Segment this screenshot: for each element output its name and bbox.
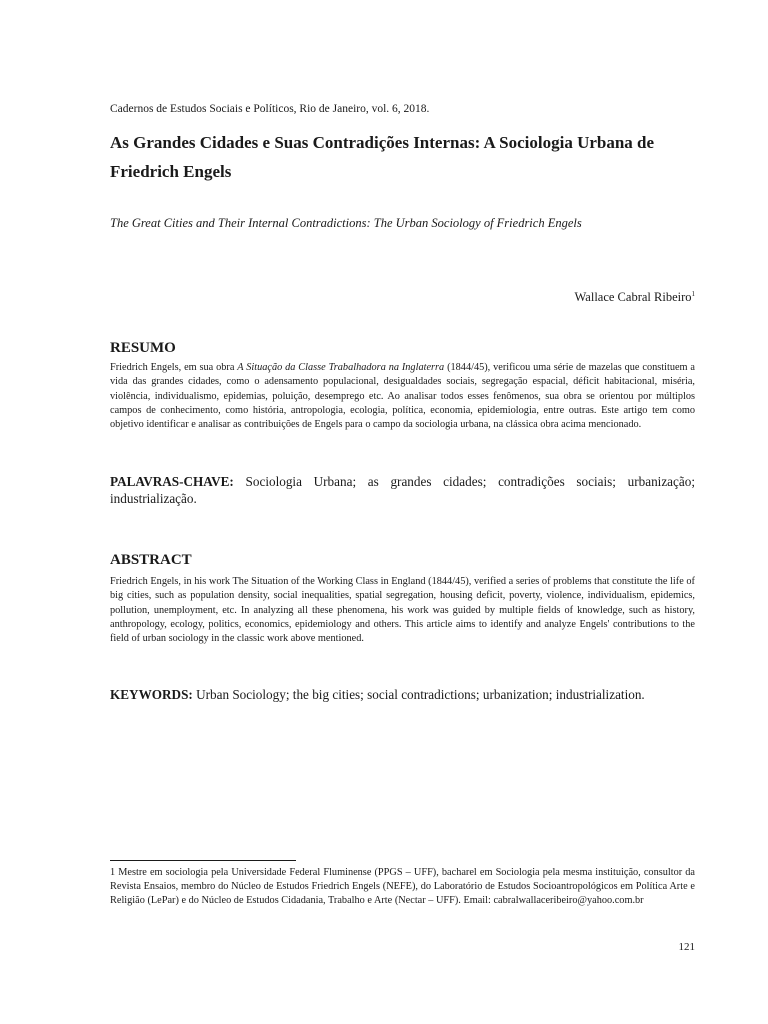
- abstract-text: Friedrich Engels, in his work The Situation of the Working Class in England (1844/45), verified a series of problems that constitute the life of big cities, such as population density, social inequalities, spatial segregation, housing deficit, poverty, violence, individualism, epidemics, pollution, unemployment, etc. In analyzing all these phenomena, his work was guided by multiple fields of knowledge, such as history, anthropology, ecology, politics, economics, epidemiology and others. This article aims to identify and analyze Engels' contributions to the field of urban sociology in the classic work above mentioned.: [110, 576, 695, 645]
- resumo-text-part: Friedrich Engels, em sua obra: [110, 362, 238, 373]
- author-name: Wallace Cabral Ribeiro: [574, 290, 692, 305]
- author-footnote-mark[interactable]: 1: [691, 290, 695, 298]
- article-subtitle: The Great Cities and Their Internal Contradictions: The Urban Sociology of Friedrich Engels: [110, 216, 582, 230]
- keywords: [110, 686, 695, 703]
- article-title: As Grandes Cidades e Suas Contradições Internas: A Sociologia Urbana de Friedrich Engels: [110, 133, 655, 181]
- palavras-chave-label: PALAVRAS-CHAVE:: [110, 474, 234, 489]
- resumo-text-part: (1844/45), verificou uma série de mazelas que constituem a vida das grandes cidades, como o adensamento populacional, desigualdades sociais, segregação espacial, déficit habitacional, miséria, violência, individualismo, epidemias, poluição, desemprego etc. Ao analisar todos esses fenômenos, sua obra se orientou por múltiplos campos de conhecimento, como história, antropologia, ecologia, política, economia, epidemiologia, entre outras. Este artigo tem como objetivo identificar e analisar as contribuições de Engels para o campo da sociologia urbana, na clássica obra acima mencionado.: [110, 362, 695, 431]
- resumo-work-title: A Situação da Classe Trabalhadora na Inglaterra: [237, 362, 445, 373]
- resumo-heading: RESUMO: [110, 340, 176, 356]
- keywords-text: Urban Sociology; the big cities; social contradictions; urbanization; industrialization.: [192, 687, 645, 702]
- resumo-text: [110, 361, 695, 432]
- abstract-heading: ABSTRACT: [110, 552, 192, 568]
- palavras-chave: [110, 473, 695, 507]
- footnote: 1 Mestre em sociologia pela Universidade Federal Fluminense (PPGS – UFF), bacharel em Sociologia pela mesma instituição, consultor da Revista Ensaios, membro do Núcleo de Estudos Friedrich Engels (NEFE), do Laboratório de Estudos Socioantropológicos em Política Arte e Religião (LePar) e do Núcleo de Estudos Cidadania, Trabalho e Arte (Nectar – UFF). Email: cabralwallaceribeiro@yahoo.com.br: [110, 867, 695, 907]
- footnote-divider: [110, 860, 296, 861]
- journal-header: Cadernos de Estudos Sociais e Políticos, Rio de Janeiro, vol. 6, 2018.: [110, 103, 430, 115]
- keywords-label: KEYWORDS:: [110, 687, 193, 702]
- page-number: 121: [678, 941, 695, 953]
- author-line: [575, 290, 696, 305]
- palavras-chave-text: Sociologia Urbana; as grandes cidades; contradições sociais; urbanização; industrialização.: [110, 474, 695, 506]
